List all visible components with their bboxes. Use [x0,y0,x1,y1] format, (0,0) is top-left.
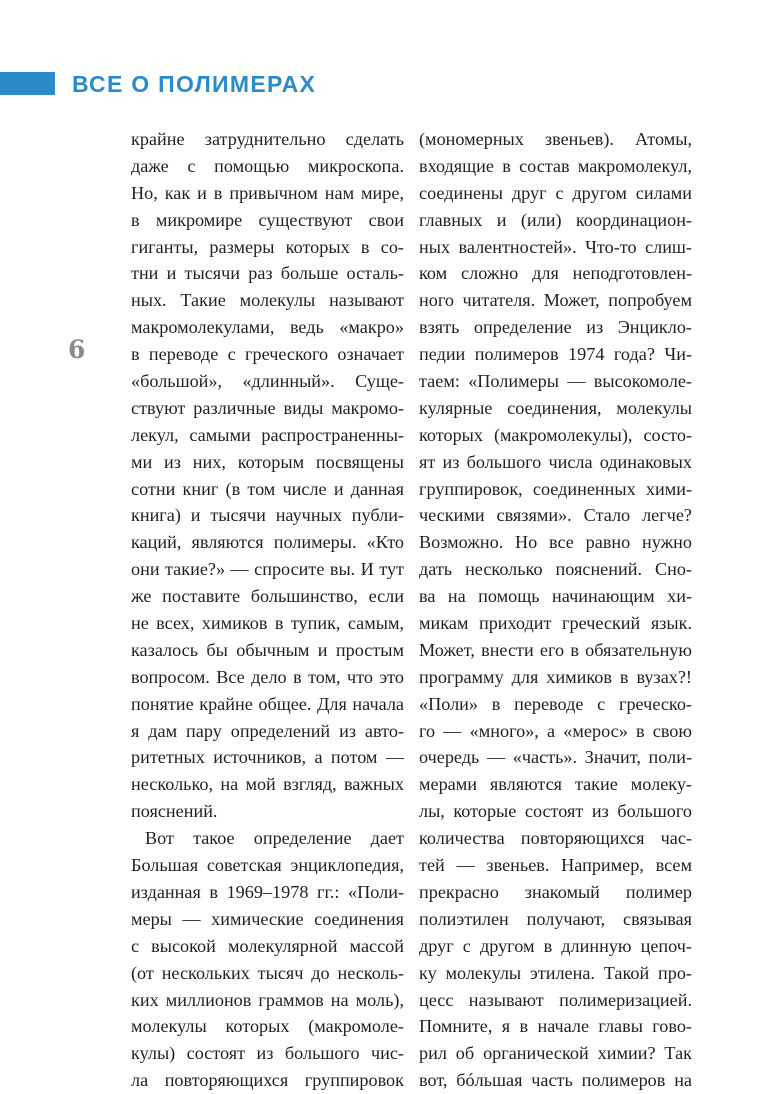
text-line: взять определение из Энцикло- [419,317,692,338]
text-line: книга) и тысячи научных публи- [131,505,404,526]
page-number: 6 [68,335,86,364]
text-line: макромолекулами, ведь «макро» [131,317,404,338]
text-line: Вот такое определение дает [145,828,404,849]
text-line: программу для химиков в вузах?! [419,666,692,687]
text-line: которых (макромолекулы), состо- [419,424,692,445]
text-line: тей — звеньев. Например, всем [419,855,692,876]
text-line: группировок, соединенных хими- [419,478,692,499]
text-line: мерами являются такие молеку- [419,774,692,795]
text-line: Возможно. Но все равно нужно [419,532,692,553]
text-line: таем: «Полимеры — высокомоле- [419,371,692,392]
text-line: кулярные соединения, молекулы [419,397,692,418]
text-line: молекулы которых (макромоле- [131,1016,404,1037]
page-header-title: ВСЕ О ПОЛИМЕРАХ [72,71,317,97]
text-line: тни и тысячи раз больше осталь- [131,263,404,284]
text-line: гиганты, размеры которых в со- [131,236,404,257]
text-line: педии полимеров 1974 года? Чи- [419,344,692,365]
text-line: пояснений. [131,801,218,822]
text-line: ких миллионов граммов на моль), [131,989,404,1010]
text-line: главных и (или) координацион- [419,209,692,230]
text-line: ческими связями». Стало легче? [419,505,692,526]
text-line: лы, которые состоят из большого [419,801,692,822]
text-line: друг с другом в длинную цепоч- [419,935,692,956]
text-line: изданная в 1969–1978 гг.: «Поли- [131,881,404,902]
text-line: ми из них, которым посвящены [131,451,404,472]
text-line: количества повторяющихся час- [419,828,692,849]
header-accent-bar [0,72,55,95]
text-line: даже с помощью микроскопа. [131,155,404,176]
text-line: ритетных источников, а потом — [131,747,404,768]
text-line: сотни книг (в том числе и данная [131,478,404,499]
text-line: дать несколько пояснений. Сно- [419,559,692,580]
text-line: не всех, химиков в тупик, самым, [131,613,404,634]
text-line: ных. Такие молекулы называют [131,290,404,311]
text-line: с высокой молекулярной массой [131,935,404,956]
text-line: соединены друг с другом силами [419,182,692,203]
text-line: ку молекулы этилена. Такой про- [419,962,692,983]
text-line: ят из большого числа одинаковых [419,451,692,472]
text-line: крайне затруднительно сделать [131,129,404,149]
text-line: «Поли» в переводе с греческо- [419,693,692,714]
text-line: ла повторяющихся группировок [131,1070,404,1091]
text-line: вопросом. Все дело в том, что это [131,666,404,687]
text-line: Помните, я в начале главы гово- [419,1016,692,1037]
text-line: каций, являются полимеры. «Кто [131,532,404,553]
text-line: Большая советская энциклопедия, [131,855,404,876]
text-line: Но, как и в привычном нам мире, [131,182,404,203]
text-line: прекрасно знакомый полимер [419,881,692,902]
text-line: кулы) состоят из большого чис- [131,1043,404,1064]
text-line: ствуют различные виды макромо- [131,397,404,418]
text-line: «большой», «длинный». Суще- [131,371,404,392]
text-line: в микромире существуют свои [131,209,404,230]
text-column-left [131,126,404,1094]
text-line: лекул, самыми распространенны- [131,424,404,445]
text-line: го — «много», а «мерос» в свою [419,720,692,741]
text-line: ком сложно для неподготовлен- [419,263,692,284]
text-line: казалось бы обычным и простым [131,639,404,660]
text-line: очередь — «часть». Значит, поли- [419,747,692,768]
text-line: микам приходит греческий язык. [419,613,692,634]
text-line: ных валентностей». Что-то слиш- [419,236,692,257]
text-line: (от нескольких тысяч до несколь- [131,962,404,983]
text-line: меры — химические соединения [131,908,404,929]
text-line: рил об органической химии? Так [419,1043,692,1064]
text-line: Может, внести его в обязательную [419,639,692,660]
text-line: цесс называют полимеризацией. [419,989,692,1010]
text-line: в переводе с греческого означает [131,344,404,365]
text-line: полиэтилен получают, связывая [419,908,692,929]
text-line: понятие крайне общее. Для начала [131,693,404,714]
text-line: они такие?» — спросите вы. И тут [131,559,404,580]
text-line: ного читателя. Может, попробуем [419,290,692,311]
text-line: (мономерных звеньев). Атомы, [419,129,692,149]
text-line: я дам пару определений из авто- [131,720,404,741]
text-line: же поставите большинство, если [131,586,404,607]
text-line: вот, бóльшая часть полимеров на [419,1070,692,1091]
text-column-right [419,126,692,1094]
text-line: входящие в состав макромолекул, [419,155,692,176]
text-line: ва на помощь начинающим хи- [419,586,692,607]
text-line: несколько, на мой взгляд, важных [131,774,404,795]
